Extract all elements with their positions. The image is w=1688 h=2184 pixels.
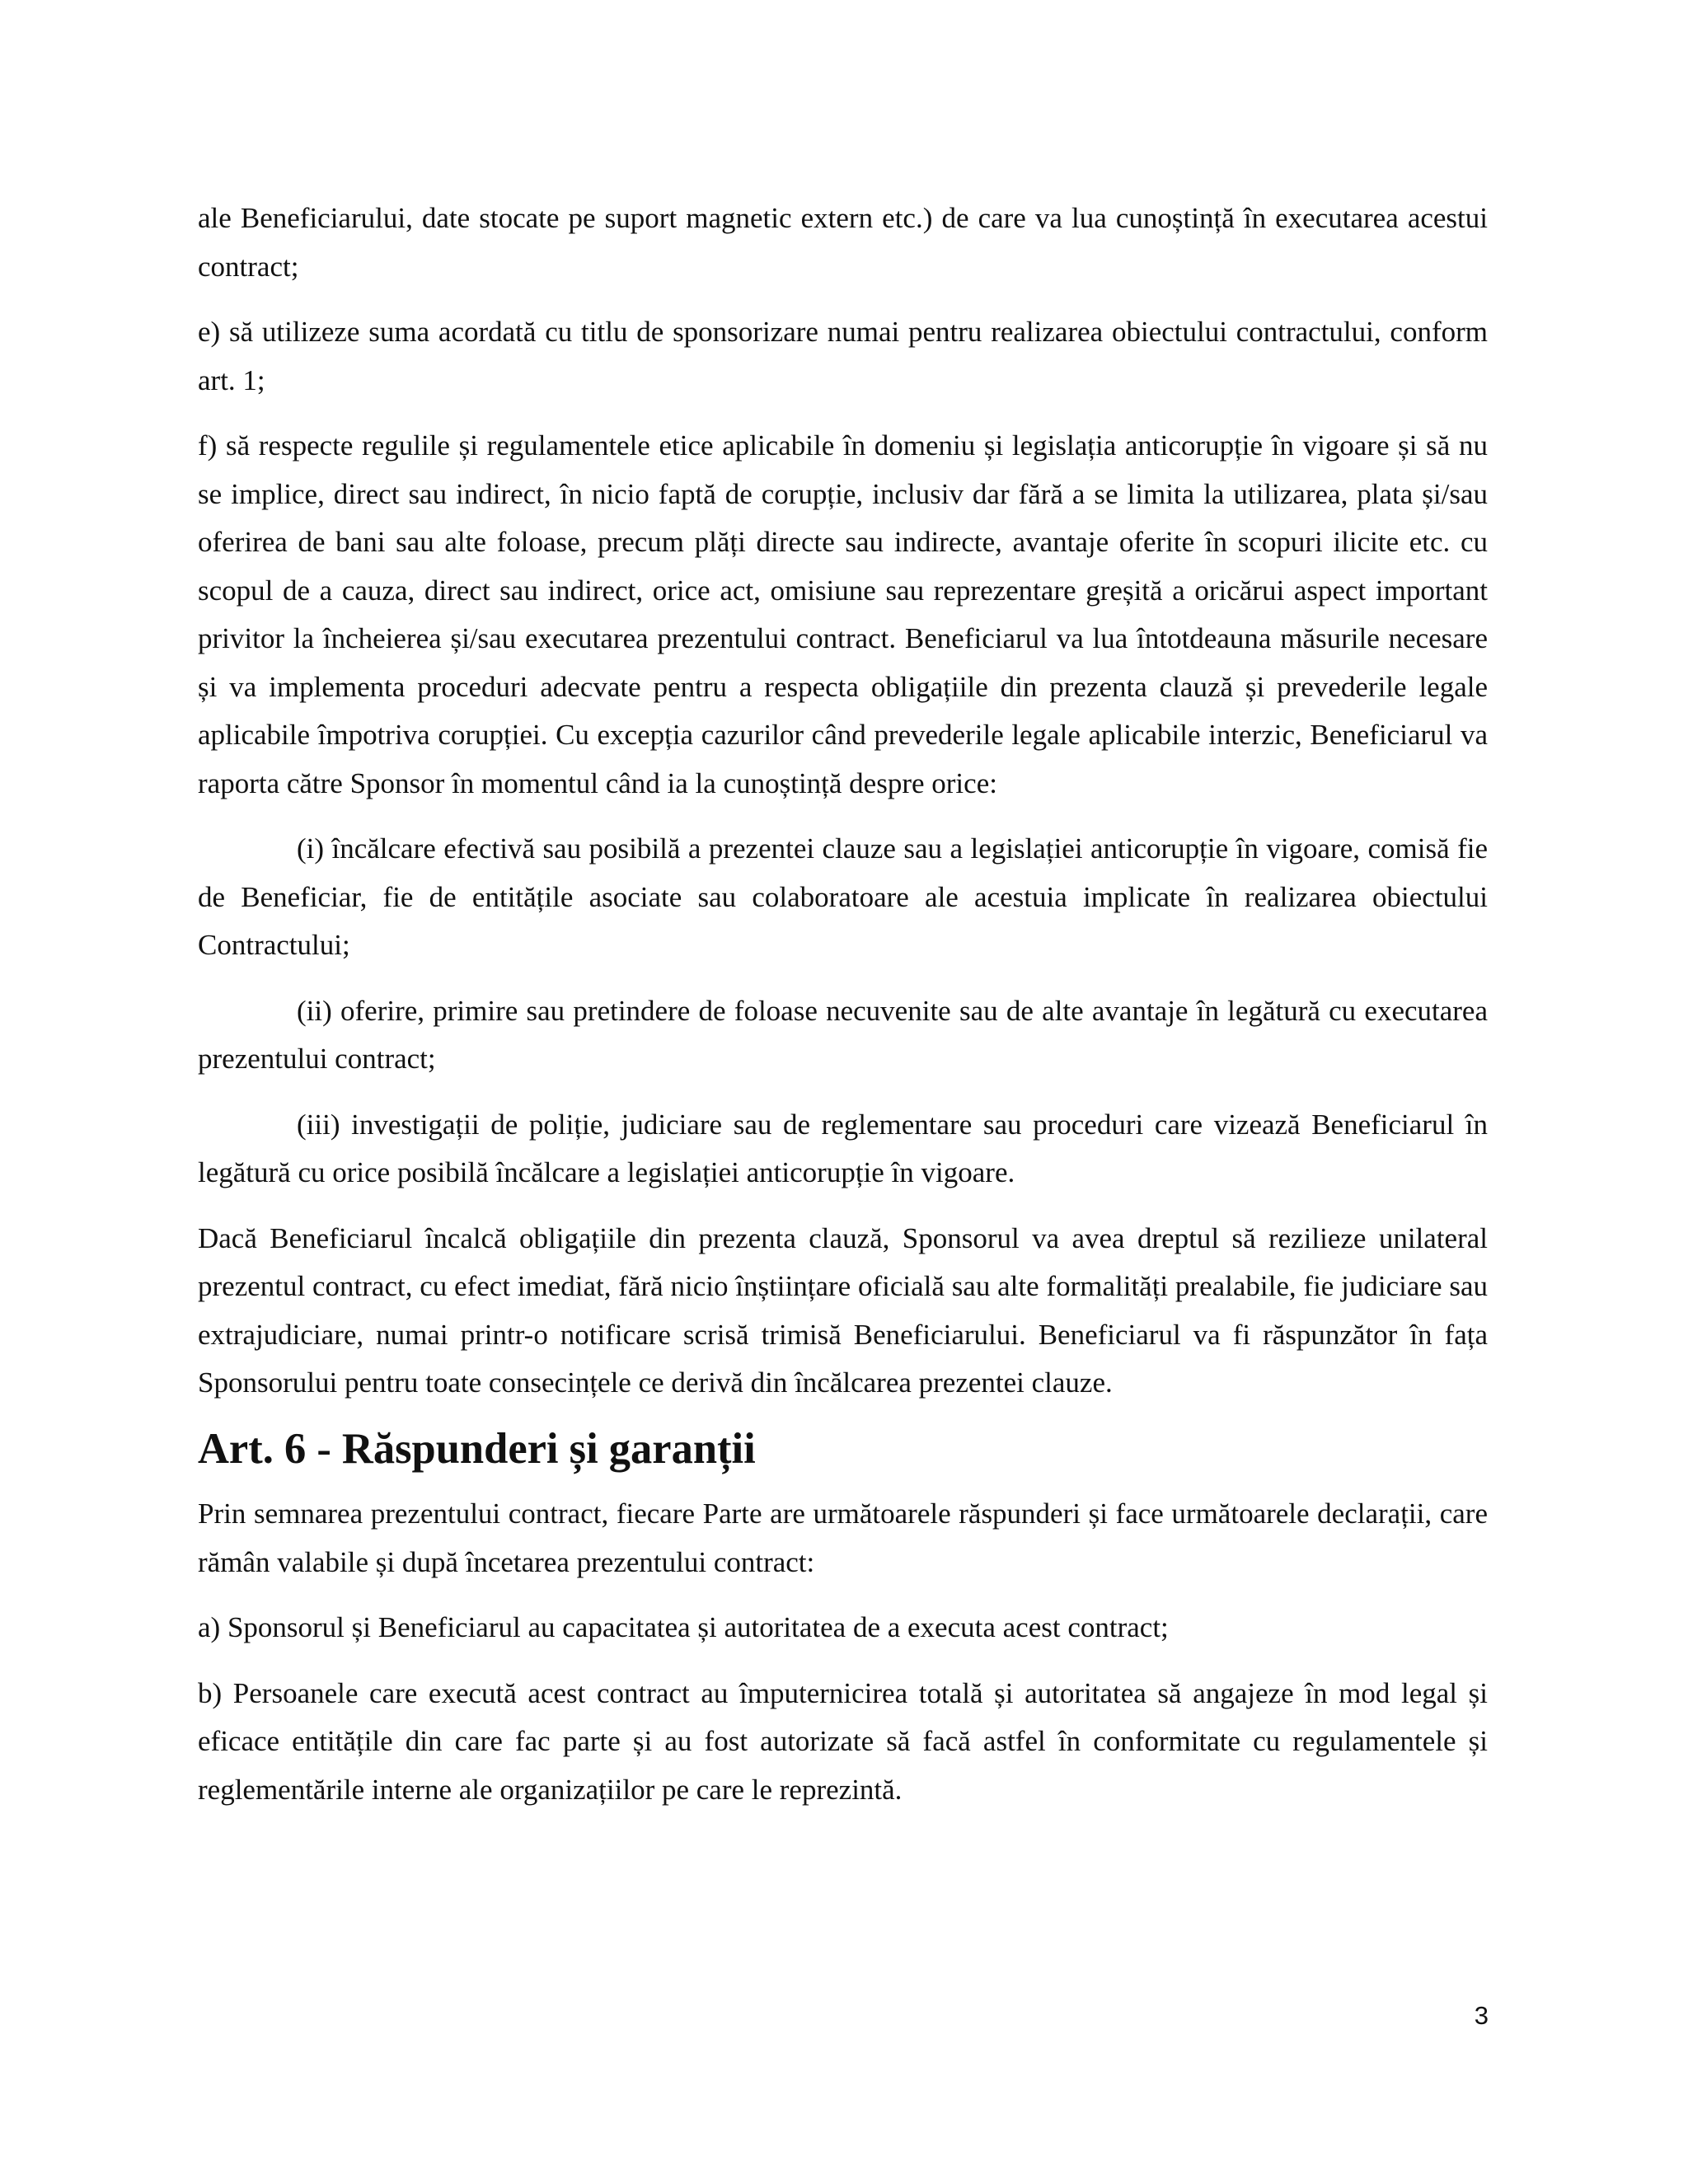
paragraph-clause-e: e) să utilizeze suma acordată cu titlu de sponsorizare numai pentru realizarea obiectului contractului, conform art. 1; (198, 316, 1488, 396)
paragraph-clause-f: f) să respecte regulile și regulamentele etice aplicabile în domeniu și legislația anticorupție în vigoare și să nu se implice, direct sau indirect, în nicio faptă de corupție, inclusiv dar fără a se limita la utilizarea, plata și/sau oferirea de bani sau alte foloase, precum plăți directe sau indirecte, avantaje oferite în scopuri ilicite etc. cu scopul de a cauza, direct sau indirect, orice act, omisiune sau reprezentare greșită a oricărui aspect important privitor la încheierea și/sau executarea prezentului contract. Beneficiarul va lua întotdeauna măsurile necesare și va implementa proceduri adecvate pentru a respecta obligațiile din prezenta clauză și prevederile legale aplicabile împotriva corupției. Cu excepția cazurilor când prevederile legale aplicabile interzic, Beneficiarul va raporta către Sponsor în momentul când ia la cunoștință despre orice: (198, 429, 1488, 799)
paragraph-article-a: a) Sponsorul și Beneficiarul au capacitatea și autoritatea de a executa acest contract; (198, 1611, 1169, 1643)
page-content (198, 194, 1488, 1831)
paragraph-item-i: (i) încălcare efectivă sau posibilă a prezentei clauze sau a legislației anticorupție în vigoare, comisă fie de Beneficiar, fie de entitățile asociate sau colaboratoare ale acestuia implicate în realizarea obiectului Contractului; (198, 832, 1488, 961)
paragraph-confidentiality-continued: ale Beneficiarului, date stocate pe suport magnetic extern etc.) de care va lua cunoștință în executarea acestui contract; (198, 202, 1488, 283)
paragraph-item-ii: (ii) oferire, primire sau pretindere de foloase necuvenite sau de alte avantaje în legătură cu executarea prezentului contract; (198, 994, 1488, 1075)
paragraph-item-iii: (iii) investigații de poliție, judiciare sau de reglementare sau proceduri care vizează Beneficiarul în legătură cu orice posibilă încălcare a legislației anticorupție în vigoare. (198, 1108, 1488, 1188)
paragraph-article-b: b) Persoanele care execută acest contract au împuternicirea totală și autoritatea să angajeze în mod legal și eficace entitățile din care fac parte și au fost autorizate să facă astfel în conformitate cu regulamentele și reglementările interne ale organizațiilor pe care le reprezintă. (198, 1676, 1488, 1806)
article-heading: Art. 6 - Răspunderi și garanții (198, 1424, 756, 1473)
paragraph-breach-consequences: Dacă Beneficiarul încalcă obligațiile din prezenta clauză, Sponsorul va avea dreptul să rezilieze unilateral prezentul contract, cu efect imediat, fără nicio înștiințare oficială sau alte formalități prealabile, fie judiciare sau extrajudiciare, numai printr-o notificare scrisă trimisă Beneficiarului. Beneficiarul va fi răspunzător în fața Sponsorului pentru toate consecințele ce derivă din încălcarea prezentei clauze. (198, 1221, 1488, 1399)
paragraph-article-intro: Prin semnarea prezentului contract, fiecare Parte are următoarele răspunderi și face următoarele declarații, care rămân valabile și după încetarea prezentului contract: (198, 1497, 1488, 1578)
page-number: 3 (1474, 2001, 1489, 2030)
